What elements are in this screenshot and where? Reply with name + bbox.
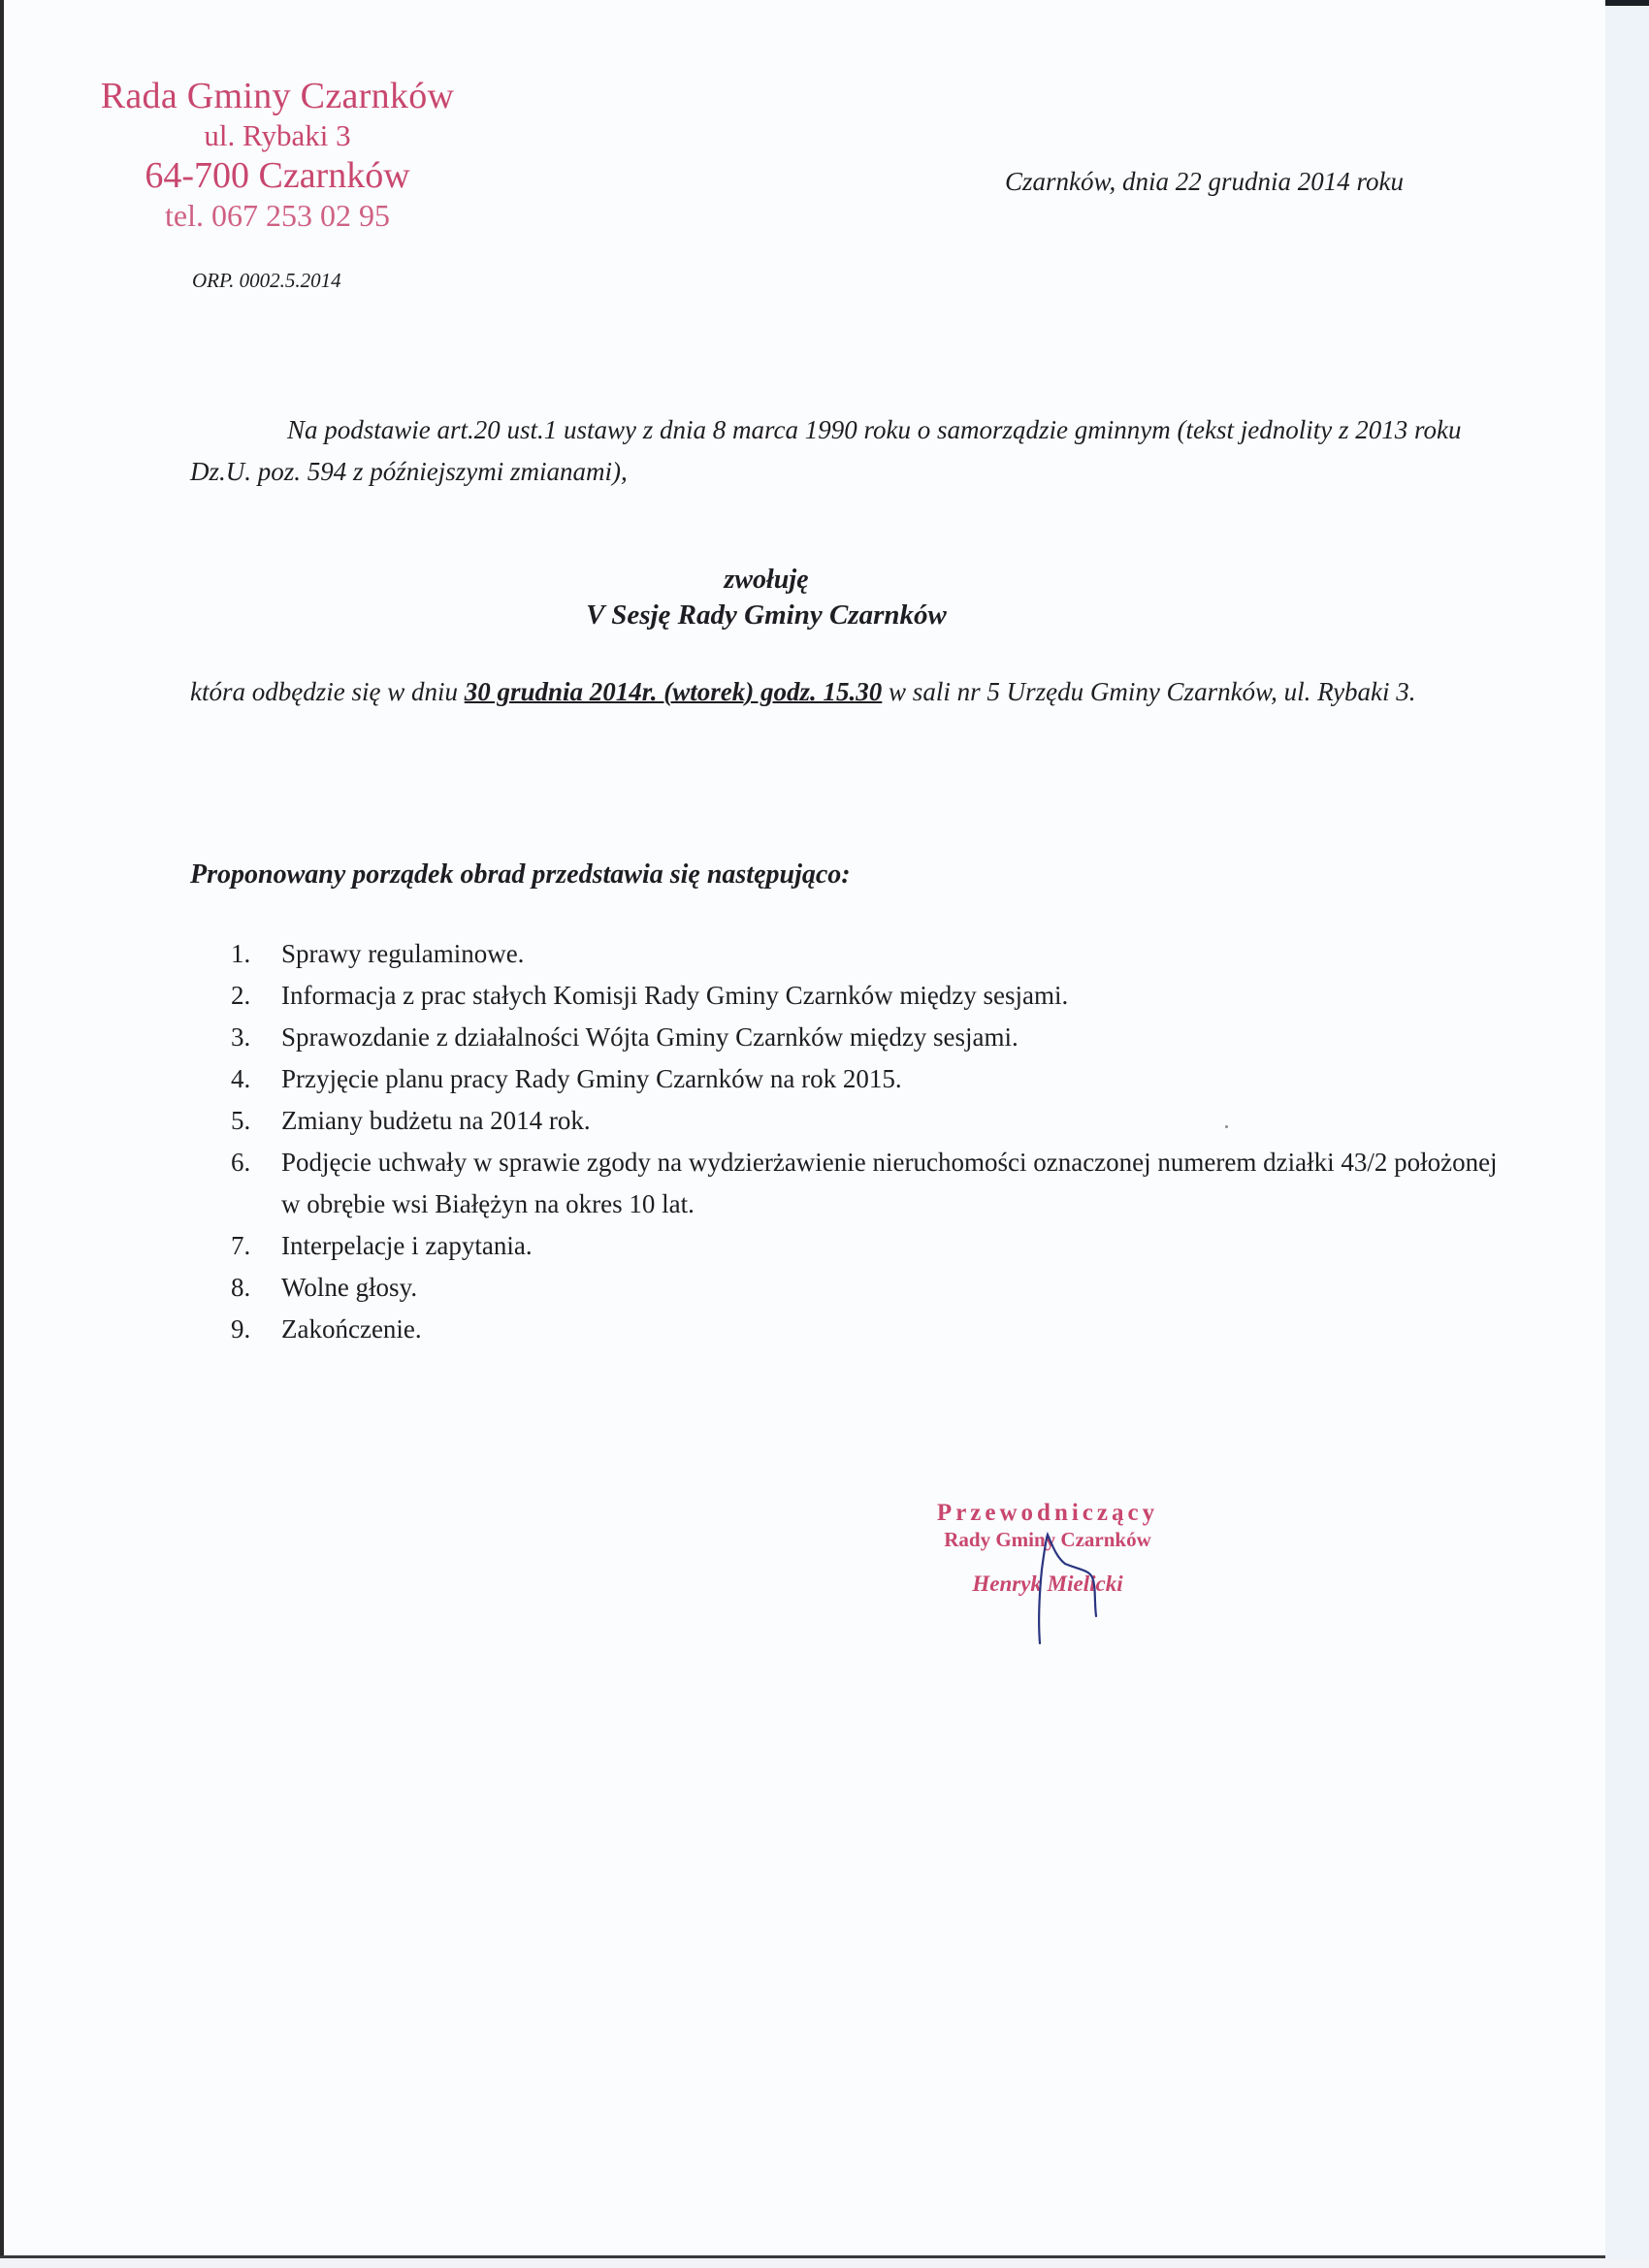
agenda-item-text: Sprawozdanie z działalności Wójta Gminy Czarnków między sesjami. [281,1022,1018,1052]
scan-bed [0,2258,1649,2268]
stamp-city: 64-700 Czarnków [145,155,410,196]
agenda-item-text: Informacja z prac stałych Komisji Rady Gminy Czarnków między sesjami. [281,981,1069,1010]
agenda-item [231,1142,1521,1225]
scan-margin-left [0,0,4,2268]
agenda-item-text: Przyjęcie planu pracy Rady Gminy Czarnków na rok 2015. [281,1064,902,1093]
agenda-item [231,1309,1521,1350]
session-suffix: w sali nr 5 Urzędu Gminy Czarnków, ul. Rybaki 3. [882,677,1416,706]
signature-council: Rady Gminy Czarnków [944,1528,1151,1551]
legal-basis [190,409,1471,493]
agenda-item-number: 9. [231,1314,251,1344]
agenda-item [231,1267,1521,1309]
agenda-item [231,1058,1521,1100]
legal-basis-text: Na podstawie art.20 ust.1 ustawy z dnia 8 marca 1990 roku o samorządzie gminnym (tekst jednolity z 2013 roku Dz.U. poz. 594 z późniejszymi zmianami), [190,415,1462,486]
agenda-item-number: 3. [231,1022,251,1052]
agenda-item-number: 5. [231,1106,251,1135]
agenda-item-number: 7. [231,1231,251,1260]
signature-name: Henryk Mielicki [972,1571,1123,1596]
stamp-name: Rada Gminy Czarnków [100,76,455,116]
scan-speck [1225,1125,1228,1128]
agenda-item-number: 2. [231,981,251,1010]
agenda-item-number: 4. [231,1064,251,1093]
agenda-item-text: Sprawy regulaminowe. [281,939,525,968]
handwritten-signature [1028,1531,1145,1647]
office-stamp [93,74,462,233]
agenda-item-text: Zmiany budżetu na 2014 rok. [281,1106,591,1135]
scan-margin-right [1605,6,1649,2268]
reference-number: ORP. 0002.5.2014 [192,269,341,292]
stamp-phone: tel. 067 253 02 95 [165,198,390,233]
session-title: V Sesję Rady Gminy Czarnków [586,599,947,631]
agenda-item [231,975,1521,1017]
stamp-street: ul. Rybaki 3 [204,118,351,152]
agenda-item [231,1100,1521,1142]
agenda-item-text: Interpelacje i zapytania. [281,1231,533,1260]
agenda-item-number: 8. [231,1273,251,1302]
agenda-list [231,933,1521,1350]
session-prefix: która odbędzie się w dniu [190,677,465,706]
place-and-date: Czarnków, dnia 22 grudnia 2014 roku [1005,167,1405,196]
agenda-item-number: 1. [231,939,251,968]
scan-margin-top [1605,0,1649,6]
agenda-item [231,1225,1521,1267]
agenda-item-text: Podjęcie uchwały w sprawie zgody na wydzierżawienie nieruchomości oznaczonej numerem działki 43/2 położonej w obrębie wsi Białężyn na okres 10 lat. [281,1148,1498,1218]
session-datetime: 30 grudnia 2014r. (wtorek) godz. 15.30 [464,677,883,706]
agenda-heading: Proponowany porządek obrad przedstawia się następująco: [190,859,851,890]
agenda-item-number: 6. [231,1148,251,1177]
agenda-item-text: Zakończenie. [281,1314,422,1344]
session-info [190,671,1451,713]
signature-role: Przewodniczący [936,1500,1159,1526]
agenda-item-text: Wolne głosy. [281,1273,418,1302]
agenda-item [231,933,1521,975]
agenda-item [231,1017,1521,1058]
convene-verb: zwołuję [724,565,809,595]
